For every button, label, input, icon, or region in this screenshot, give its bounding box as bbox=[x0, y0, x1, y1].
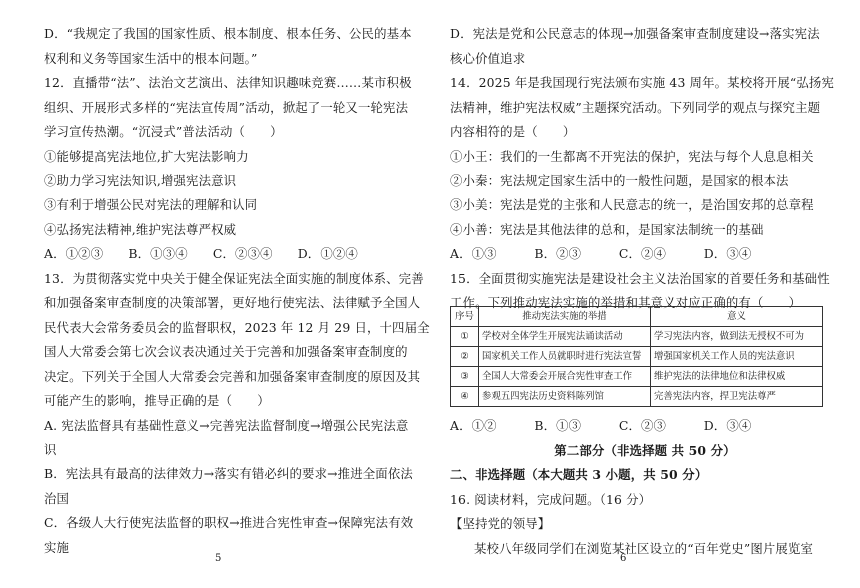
right-text-line: 核心价值追求 bbox=[450, 51, 526, 66]
q15-options: A．①② B．①③ C．②③ D．③④ bbox=[450, 418, 752, 433]
right-text-line: ③小美：宪法是党的主张和人民意志的统一，是治国安邦的总章程 bbox=[450, 197, 814, 212]
left-text-line: A．①②③ B．①③④ C．②③④ D．①②④ bbox=[44, 246, 358, 261]
section-title-text: 二、非选择题（本大题共 3 小题，共 50 分） bbox=[450, 467, 708, 482]
table-cell: ④ bbox=[451, 387, 479, 407]
table-cell: ① bbox=[451, 327, 479, 347]
table-row bbox=[451, 347, 823, 367]
left-text-line: 学习宣传热潮。“沉浸式”普法活动（ ） bbox=[44, 124, 283, 139]
q16-prompt: 16. 阅读材料，完成问题。（16 分） bbox=[450, 492, 652, 507]
part2-title: 第二部分（非选择题 共 50 分） bbox=[554, 443, 736, 458]
table-cell: 全国人大常委会开展合宪性审查工作 bbox=[479, 367, 651, 387]
material-line: 某校八年级同学们在浏览某社区设立的“百年党史”图片展览室 bbox=[474, 541, 814, 556]
table-cell: 学校对全体学生开展宪法诵读活动 bbox=[479, 327, 651, 347]
left-text-line: 治国 bbox=[44, 491, 70, 506]
page-number-right: 6 bbox=[620, 553, 627, 564]
right-text-line: D．宪法是党和公民意志的体现→加强备案审查制度建设→落实宪法 bbox=[450, 26, 820, 41]
left-text-line: 决定。下列关于全国人大常委会完善和加强备案审查制度的原因及其 bbox=[44, 369, 421, 384]
left-text-line: 权利和义务等国家生活中的根本问题。” bbox=[44, 51, 258, 66]
left-text-line: ①能够提高宪法地位,扩大宪法影响力 bbox=[44, 149, 249, 164]
left-text-line: ④弘扬宪法精神,维护宪法尊严权威 bbox=[44, 222, 237, 237]
table-cell: 学习宪法内容，做到法无授权不可为 bbox=[651, 327, 823, 347]
left-text-line: 国人大常委会第七次会议表决通过关于完善和加强备案审查制度的 bbox=[44, 344, 408, 359]
right-text-line: ④小善：宪法是其他法律的总和，是国家法制统一的基础 bbox=[450, 222, 764, 237]
right-text-line: A．①③ B．②③ C．②④ D．③④ bbox=[450, 246, 752, 261]
left-text-line: 组织、开展形式多样的“宪法宣传周”活动，掀起了一轮又一轮宪法 bbox=[44, 100, 409, 115]
left-text-line: 可能产生的影响，推导正确的是（ ） bbox=[44, 393, 270, 408]
left-text-line: 和加强备案审查制度的决策部署，更好地行使宪法、法律赋予全国人 bbox=[44, 295, 421, 310]
table-row bbox=[451, 327, 823, 347]
left-text-line: 12．直播带“法”、法治文艺演出、法律知识趣味竞赛……某市积极 bbox=[44, 75, 412, 90]
right-text-line: ①小王：我们的一生都离不开宪法的保护，宪法与每个人息息相关 bbox=[450, 149, 814, 164]
table-cell: 增强国家机关工作人员的宪法意识 bbox=[651, 347, 823, 367]
right-text-line: 14．2025 年是我国现行宪法颁布实施 43 周年。某校将开展“弘扬宪 bbox=[450, 75, 834, 90]
left-text-line: 民代表大会常务委员会的监督职权，2023 年 12 月 29 日，十四届全 bbox=[44, 320, 430, 335]
left-text-line: ③有利于增强公民对宪法的理解和认同 bbox=[44, 197, 258, 212]
section-title bbox=[450, 467, 707, 483]
left-text-line: 识 bbox=[44, 442, 57, 457]
right-text-line: 工作。下列推动宪法实施的举措和其意义对应正确的有（ ） bbox=[450, 295, 802, 310]
page-number-left: 5 bbox=[215, 553, 222, 564]
right-text-line: 内容相符的是（ ） bbox=[450, 124, 576, 139]
table-header-cell: 推动宪法实施的举措 bbox=[479, 307, 651, 327]
table-header-cell: 序号 bbox=[451, 307, 479, 327]
measures-table bbox=[450, 306, 823, 407]
left-text-line: 实施 bbox=[44, 540, 70, 555]
table-header-cell: 意义 bbox=[651, 307, 823, 327]
right-text-line: 15．全面贯彻实施宪法是建设社会主义法治国家的首要任务和基础性 bbox=[450, 271, 830, 286]
left-text-line: 13．为贯彻落实党中央关于健全保证宪法全面实施的制度体系、完善 bbox=[44, 271, 424, 286]
bracket-title: 【坚持党的领导】 bbox=[450, 516, 551, 531]
right-text-line: ②小秦：宪法规定国家生活中的一般性问题，是国家的根本法 bbox=[450, 173, 789, 188]
left-text-line: D．“我规定了我国的国家性质、根本制度、根本任务、公民的基本 bbox=[44, 26, 412, 41]
left-text-line: C．各级人大行使宪法监督的职权→推进合宪性审查→保障宪法有效 bbox=[44, 515, 414, 530]
table-cell: 完善宪法内容，捍卫宪法尊严 bbox=[651, 387, 823, 407]
table-cell: ② bbox=[451, 347, 479, 367]
left-text-line: ②助力学习宪法知识,增强宪法意识 bbox=[44, 173, 237, 188]
table-cell: 参观五四宪法历史资料陈列馆 bbox=[479, 387, 651, 407]
table-cell: ③ bbox=[451, 367, 479, 387]
table-cell: 国家机关工作人员就职时进行宪法宣誓 bbox=[479, 347, 651, 367]
left-text-line: B．宪法具有最高的法律效力→落实有错必纠的要求→推进全面依法 bbox=[44, 466, 413, 481]
right-text-line: 法精神，维护宪法权威”主题探究活动。下列同学的观点与探究主题 bbox=[450, 100, 821, 115]
table-header-row bbox=[451, 307, 823, 327]
table-row bbox=[451, 367, 823, 387]
table-row bbox=[451, 387, 823, 407]
table-cell: 维护宪法的法律地位和法律权威 bbox=[651, 367, 823, 387]
left-text-line: A. 宪法监督具有基础性意义→完善宪法监督制度→增强公民宪法意 bbox=[44, 418, 409, 433]
